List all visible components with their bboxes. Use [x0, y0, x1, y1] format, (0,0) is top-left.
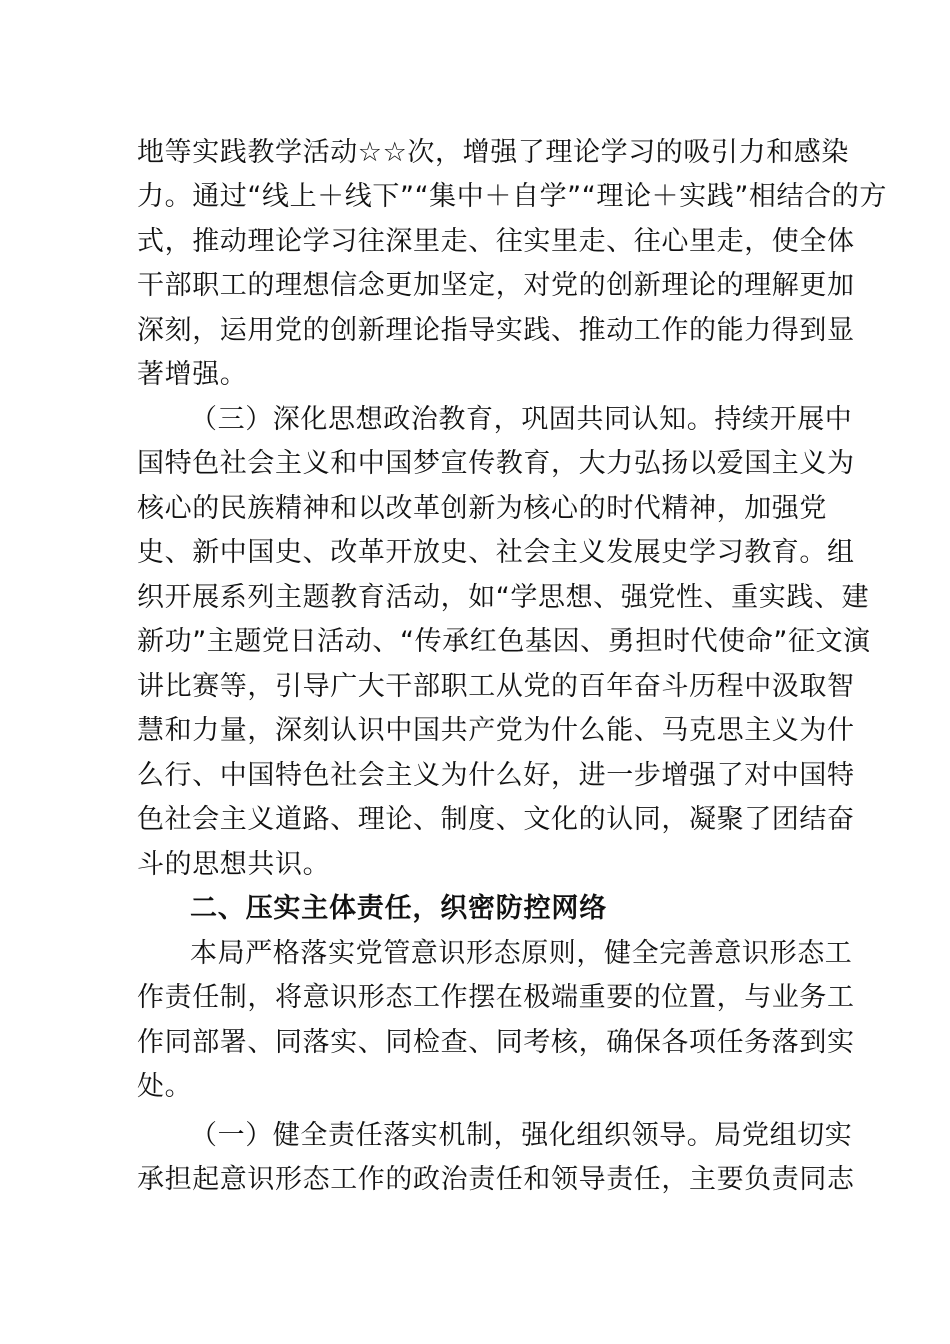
text-line: 讲比赛等，引导广大干部职工从党的百年奋斗历程中汲取智	[137, 671, 855, 702]
section-heading: 二、压实主体责任，织密防控网络	[190, 893, 607, 924]
paragraph-first-line: （三）深化思想政治教育，巩固共同认知。持续开展中	[190, 404, 853, 435]
text-line: 作责任制，将意识形态工作摆在极端重要的位置，与业务工	[137, 982, 855, 1013]
text-line: 色社会主义道路、理论、制度、文化的认同，凝聚了团结奋	[137, 804, 855, 835]
text-line: 处。	[137, 1071, 193, 1102]
text-line: 著增强。	[137, 359, 248, 390]
paragraph-first-line: 本局严格落实党管意识形态原则，健全完善意识形态工	[190, 938, 853, 969]
text-line: 么行、中国特色社会主义为什么好，进一步增强了对中国特	[137, 760, 855, 791]
text-line: 地等实践教学活动☆☆次，增强了理论学习的吸引力和感染	[137, 137, 850, 168]
text-line: 作同部署、同落实、同检查、同考核，确保各项任务落到实	[137, 1027, 855, 1058]
text-line: 式，推动理论学习往深里走、往实里走、往心里走，使全体	[137, 226, 855, 257]
text-line: 承担起意识形态工作的政治责任和领导责任，主要负责同志	[137, 1164, 855, 1195]
text-line: 国特色社会主义和中国梦宣传教育，大力弘扬以爱国主义为	[137, 448, 855, 479]
text-line: 织开展系列主题教育活动，如“学思想、强党性、重实践、建	[137, 582, 870, 613]
text-line: 力。通过“线上＋线下”“集中＋自学”“理论＋实践”相结合的方	[137, 181, 887, 212]
text-line: 深刻，运用党的创新理论指导实践、推动工作的能力得到显	[137, 315, 855, 346]
text-line: 核心的民族精神和以改革创新为核心的时代精神，加强党	[137, 493, 827, 524]
text-line: 干部职工的理想信念更加坚定，对党的创新理论的理解更加	[137, 270, 855, 301]
text-line: 新功”主题党日活动、“传承红色基因、勇担时代使命”征文演	[137, 626, 871, 657]
paragraph-first-line: （一）健全责任落实机制，强化组织领导。局党组切实	[190, 1120, 853, 1151]
text-line: 史、新中国史、改革开放史、社会主义发展史学习教育。组	[137, 537, 855, 568]
text-line: 慧和力量，深刻认识中国共产党为什么能、马克思主义为什	[137, 715, 855, 746]
text-line: 斗的思想共识。	[137, 849, 331, 880]
